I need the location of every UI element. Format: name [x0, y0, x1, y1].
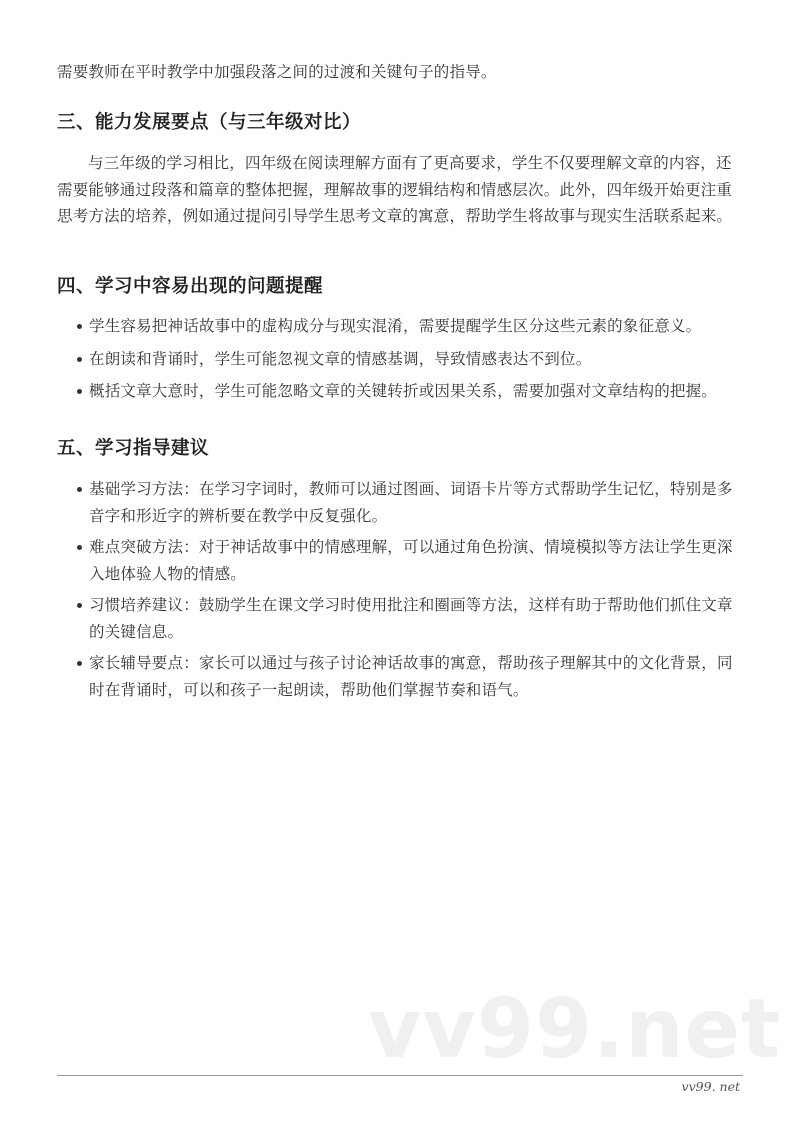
list-item	[57, 346, 743, 373]
intro-tail-paragraph: 需要教师在平时教学中加强段落之间的过渡和关键句子的指导。	[57, 63, 497, 81]
section-5-list	[57, 476, 743, 703]
list-item	[57, 313, 743, 340]
bullet-icon	[77, 487, 82, 492]
section-5-heading: 五、学习指导建议	[57, 438, 210, 459]
footer-site-label: vv99. net	[681, 1079, 740, 1094]
list-item-text: 家长辅导要点：家长可以通过与孩子讨论神话故事的寓意，帮助孩子理解其中的文化背景，同时在背诵时，可以和孩子一起朗读，帮助他们掌握节奏和语气。	[89, 654, 733, 699]
section-3-paragraph: 与三年级的学习相比，四年级在阅读理解方面有了更高要求，学生不仅要理解文章的内容，还需要能够通过段落和篇章的整体把握，理解故事的逻辑结构和情感层次。此外，四年级开始更注重思考方法的培养，例如通过提问引导学生思考文章的寓意，帮助学生将故事与现实生活联系起来。	[57, 154, 733, 225]
list-item-text: 习惯培养建议：鼓励学生在课文学习时使用批注和圈画等方法，这样有助于帮助他们抓住文章的关键信息。	[89, 596, 733, 641]
list-item-text: 基础学习方法：在学习字词时，教师可以通过图画、词语卡片等方式帮助学生记忆，特别是多音字和形近字的辨析要在教学中反复强化。	[89, 480, 733, 525]
list-item	[57, 476, 743, 529]
bullet-icon	[77, 357, 82, 362]
section-4-list	[57, 313, 743, 405]
list-item	[57, 378, 743, 405]
list-item-text: 在朗读和背诵时，学生可能忽视文章的情感基调，导致情感表达不到位。	[89, 349, 592, 368]
bullet-icon	[77, 661, 82, 666]
bullet-icon	[77, 603, 82, 608]
bullet-icon	[77, 545, 82, 550]
list-item	[57, 534, 743, 587]
list-item	[57, 650, 743, 703]
list-item-text: 难点突破方法：对于神话故事中的情感理解，可以通过角色扮演、情境模拟等方法让学生更深入地体验人物的情感。	[89, 538, 733, 583]
bullet-icon	[77, 324, 82, 329]
list-item	[57, 592, 743, 645]
bullet-icon	[77, 389, 82, 394]
list-item-text: 学生容易把神话故事中的虚构成分与现实混淆，需要提醒学生区分这些元素的象征意义。	[89, 317, 702, 335]
watermark: vv99.net	[368, 982, 782, 1077]
section-4-heading: 四、学习中容易出现的问题提醒	[57, 276, 324, 297]
section-3-heading: 三、能力发展要点（与三年级对比）	[57, 112, 362, 133]
list-item-text: 概括文章大意时，学生可能忽略文章的关键转折或因果关系，需要加强对文章结构的把握。	[89, 382, 718, 400]
footer-divider	[57, 1075, 743, 1076]
